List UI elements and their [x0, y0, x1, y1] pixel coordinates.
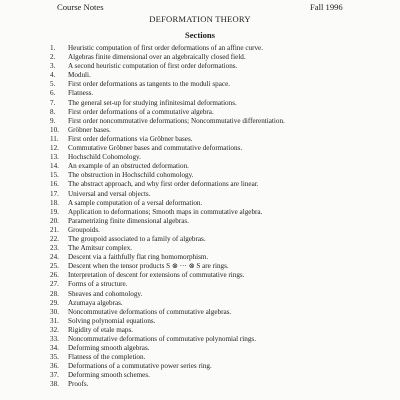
section-title: Hochschild Cohomology.: [68, 153, 141, 162]
section-title: Rigidity of etale maps.: [68, 325, 134, 334]
section-title: Deformations of a commutative power series ring.: [68, 362, 212, 371]
section-title: An example of an obstructed deformation.: [68, 162, 189, 171]
section-title: First order deformations via Gröbner bases.: [68, 134, 193, 143]
section-number: 24.: [50, 253, 59, 262]
section-number: 37.: [50, 371, 59, 380]
section-number: 32.: [50, 325, 59, 334]
section-number: 19.: [50, 207, 59, 216]
section-title: The general set-up for studying infinitesimal deformations.: [68, 98, 237, 107]
section-title: Descent when the tensor products S ⊗ ··· ⊗ S are rings.: [68, 262, 229, 271]
term-label: Fall 1996: [310, 2, 343, 12]
sections-list: [50, 44, 390, 390]
course-label: Course Notes: [57, 2, 104, 12]
section-number: 2.: [50, 53, 56, 62]
section-number: 8.: [50, 107, 56, 116]
section-item: [50, 108, 390, 117]
section-number: 31.: [50, 316, 59, 325]
section-item: [50, 217, 390, 226]
section-title: Parametrizing finite dimensional algebras.: [68, 216, 189, 225]
section-title: Flatness of the completion.: [68, 353, 146, 362]
section-item: [50, 117, 390, 126]
section-title: Flatness.: [68, 89, 94, 98]
section-number: 30.: [50, 307, 59, 316]
section-number: 11.: [50, 134, 59, 143]
section-number: 20.: [50, 216, 59, 225]
section-title: Noncommutative deformations of commutative polynomial rings.: [68, 335, 256, 343]
section-item: [50, 244, 390, 253]
section-number: 5.: [50, 80, 56, 89]
section-title: Heuristic computation of first order deformations of an affine curve.: [68, 44, 263, 52]
section-title: Descent via a faithfully flat ring homomorphism.: [68, 253, 209, 262]
section-item: [50, 308, 390, 317]
section-number: 28.: [50, 289, 59, 298]
section-number: 23.: [50, 244, 59, 253]
section-number: 34.: [50, 344, 59, 353]
section-item: [50, 290, 390, 299]
section-title: Moduli.: [68, 71, 91, 80]
section-item: [50, 144, 390, 153]
section-title: Sheaves and cohomology.: [68, 289, 143, 298]
section-item: [50, 280, 390, 289]
section-number: 38.: [50, 380, 59, 389]
section-item: [50, 271, 390, 280]
section-title: Groupoids.: [68, 225, 100, 234]
section-item: [50, 371, 390, 380]
section-item: [50, 89, 390, 98]
section-item: [50, 326, 390, 335]
section-item: [50, 135, 390, 144]
section-number: 12.: [50, 144, 59, 153]
section-title: First order noncommutative deformations; Noncommutative differentiation.: [68, 116, 285, 125]
section-number: 18.: [50, 198, 59, 207]
section-title: Solving polynomial equations.: [68, 316, 156, 325]
section-title: The Amitsur complex.: [68, 244, 133, 253]
section-number: 3.: [50, 62, 56, 71]
section-item: [50, 99, 390, 108]
section-number: 4.: [50, 71, 56, 80]
section-number: 25.: [50, 262, 59, 271]
section-number: 1.: [50, 44, 56, 52]
section-item: [50, 126, 390, 135]
section-number: 17.: [50, 189, 59, 198]
section-title: The abstract approach, and why first order deformations are linear.: [68, 180, 259, 189]
section-title: Proofs.: [68, 380, 89, 389]
section-number: 6.: [50, 89, 56, 98]
section-title: First order deformations as tangents to the moduli space.: [68, 80, 231, 89]
section-title: Gröbner bases.: [68, 125, 111, 134]
section-number: 33.: [50, 335, 59, 343]
section-item: [50, 353, 390, 362]
section-item: [50, 380, 390, 389]
section-item: [50, 190, 390, 199]
section-item: [50, 344, 390, 353]
section-title: Deforming smooth algebras.: [68, 344, 150, 353]
section-number: 7.: [50, 98, 56, 107]
section-number: 22.: [50, 234, 59, 243]
section-title: Commutative Gröbner bases and commutative deformations.: [68, 144, 243, 153]
section-item: [50, 335, 390, 344]
section-number: 36.: [50, 362, 59, 371]
section-item: [50, 62, 390, 71]
section-item: [50, 262, 390, 271]
sections-heading: Sections: [184, 30, 216, 40]
section-item: [50, 180, 390, 189]
section-number: 27.: [50, 280, 59, 289]
section-item: [50, 235, 390, 244]
section-title: The obstruction in Hochschild cohomology.: [68, 171, 194, 180]
section-item: [50, 44, 390, 53]
section-number: 29.: [50, 298, 59, 307]
section-item: [50, 299, 390, 308]
section-number: 16.: [50, 180, 59, 189]
section-item: [50, 171, 390, 180]
section-title: First order deformations of a commutative algebra.: [68, 107, 214, 116]
section-item: [50, 53, 390, 62]
section-item: [50, 226, 390, 235]
section-title: Universal and versal objects.: [68, 189, 151, 198]
document-title: DEFORMATION THEORY: [149, 14, 251, 24]
section-number: 21.: [50, 225, 59, 234]
section-item: [50, 71, 390, 80]
section-title: The groupoid associated to a family of algebras.: [68, 234, 206, 243]
section-item: [50, 362, 390, 371]
section-item: [50, 317, 390, 326]
section-item: [50, 153, 390, 162]
section-item: [50, 208, 390, 217]
section-number: 14.: [50, 162, 59, 171]
section-number: 9.: [50, 116, 56, 125]
section-number: 35.: [50, 353, 59, 362]
section-number: 26.: [50, 271, 59, 280]
section-title: Deforming smooth schemes.: [68, 371, 150, 380]
section-title: A second heuristic computation of first order deformations.: [68, 62, 238, 71]
section-title: Noncommutative deformations of commutative algebras.: [68, 307, 232, 316]
section-title: Interpretation of descent for extensions of commutative rings.: [68, 271, 245, 280]
section-number: 15.: [50, 171, 59, 180]
section-title: Azumaya algebras.: [68, 298, 123, 307]
section-item: [50, 162, 390, 171]
section-title: Application to deformations; Smooth maps in commutative algebra.: [68, 207, 263, 216]
section-number: 13.: [50, 153, 59, 162]
section-title: A sample computation of a versal deformation.: [68, 198, 203, 207]
section-number: 10.: [50, 125, 59, 134]
section-title: Forms of a structure.: [68, 280, 128, 289]
section-item: [50, 199, 390, 208]
section-item: [50, 80, 390, 89]
section-title: Algebras finite dimensional over an algebraically closed field.: [68, 53, 246, 62]
section-item: [50, 253, 390, 262]
